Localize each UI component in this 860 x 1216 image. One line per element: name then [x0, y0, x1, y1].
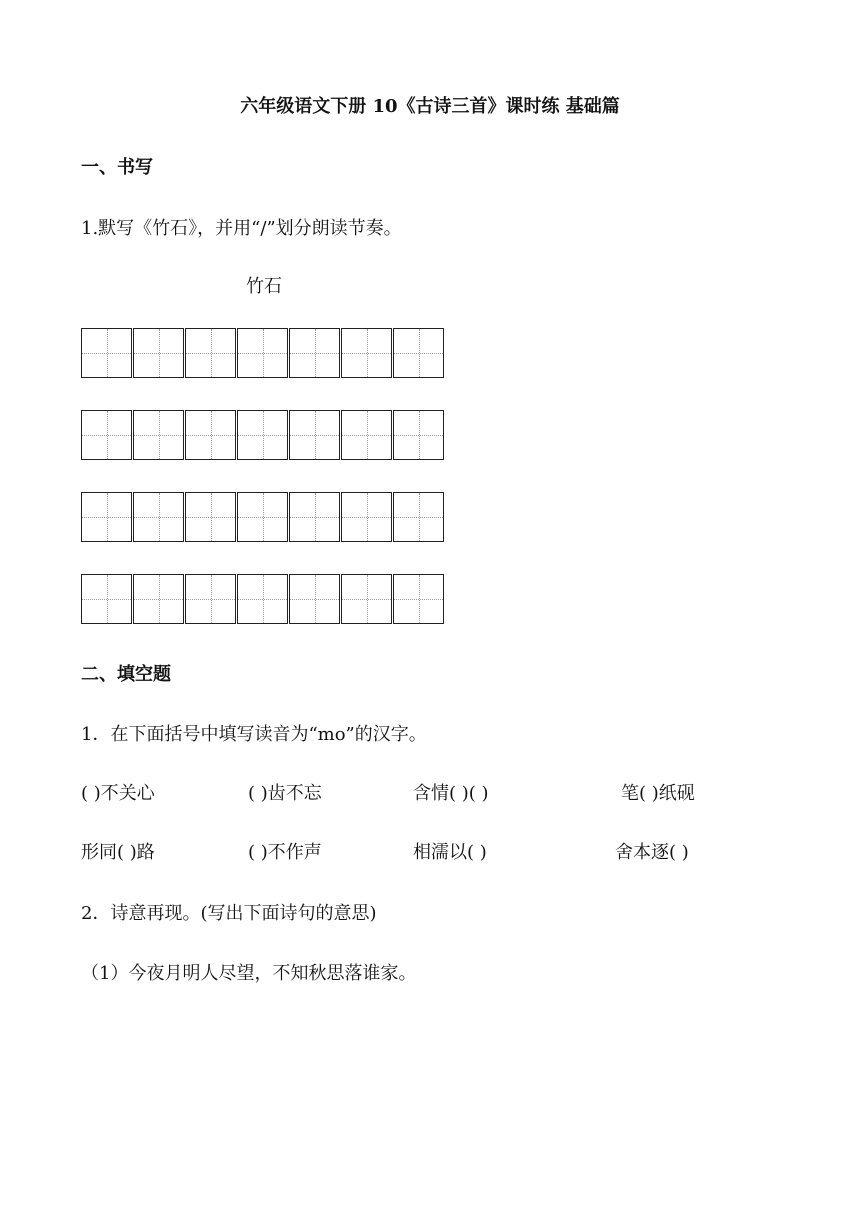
poem-line-item: （1）今夜月明人尽望，不知秋思落谁家。 [81, 963, 417, 984]
grid-cell[interactable] [133, 328, 184, 378]
fill-item[interactable]: 含情( )( ) [413, 783, 489, 804]
writing-grid-row-4[interactable] [81, 574, 444, 624]
grid-cell[interactable] [289, 328, 340, 378]
writing-grid-row-3[interactable] [81, 492, 444, 542]
poem-title: 竹石 [246, 276, 282, 297]
grid-cell[interactable] [81, 492, 132, 542]
grid-cell[interactable] [393, 328, 444, 378]
grid-cell[interactable] [393, 410, 444, 460]
grid-cell[interactable] [393, 492, 444, 542]
grid-cell[interactable] [237, 574, 288, 624]
grid-cell[interactable] [185, 410, 236, 460]
grid-cell[interactable] [341, 328, 392, 378]
grid-cell[interactable] [237, 328, 288, 378]
fill-item[interactable]: 舍本逐( ) [615, 842, 689, 863]
grid-cell[interactable] [133, 492, 184, 542]
grid-cell[interactable] [133, 574, 184, 624]
fill-item[interactable]: 相濡以( ) [413, 842, 487, 863]
grid-cell[interactable] [341, 574, 392, 624]
question-dictation: 1.默写《竹石》，并用“/”划分朗读节奏。 [81, 218, 402, 239]
grid-cell[interactable] [237, 492, 288, 542]
fill-item[interactable]: ( )齿不忘 [248, 783, 322, 804]
question-mo-characters: 1．在下面括号中填写读音为“mo”的汉字。 [81, 724, 427, 745]
writing-grid-row-1[interactable] [81, 328, 444, 378]
section-heading-fill-blank: 二、填空题 [81, 664, 171, 685]
grid-cell[interactable] [185, 492, 236, 542]
grid-cell[interactable] [237, 410, 288, 460]
grid-cell[interactable] [185, 574, 236, 624]
grid-cell[interactable] [393, 574, 444, 624]
fill-item[interactable]: 笔( )纸砚 [621, 783, 695, 804]
grid-cell[interactable] [289, 574, 340, 624]
grid-cell[interactable] [133, 410, 184, 460]
grid-cell[interactable] [289, 492, 340, 542]
grid-cell[interactable] [81, 410, 132, 460]
writing-grid-row-2[interactable] [81, 410, 444, 460]
grid-cell[interactable] [81, 574, 132, 624]
fill-item[interactable]: ( )不作声 [248, 842, 322, 863]
section-heading-writing: 一、书写 [81, 157, 153, 178]
grid-cell[interactable] [289, 410, 340, 460]
grid-cell[interactable] [341, 492, 392, 542]
fill-item[interactable]: 形同( )路 [81, 842, 155, 863]
fill-item[interactable]: ( )不关心 [81, 783, 155, 804]
question-poem-meaning: 2．诗意再现。(写出下面诗句的意思) [81, 903, 377, 924]
grid-cell[interactable] [185, 328, 236, 378]
grid-cell[interactable] [341, 410, 392, 460]
page-title: 六年级语文下册 10《古诗三首》课时练 基础篇 [240, 96, 620, 117]
grid-cell[interactable] [81, 328, 132, 378]
